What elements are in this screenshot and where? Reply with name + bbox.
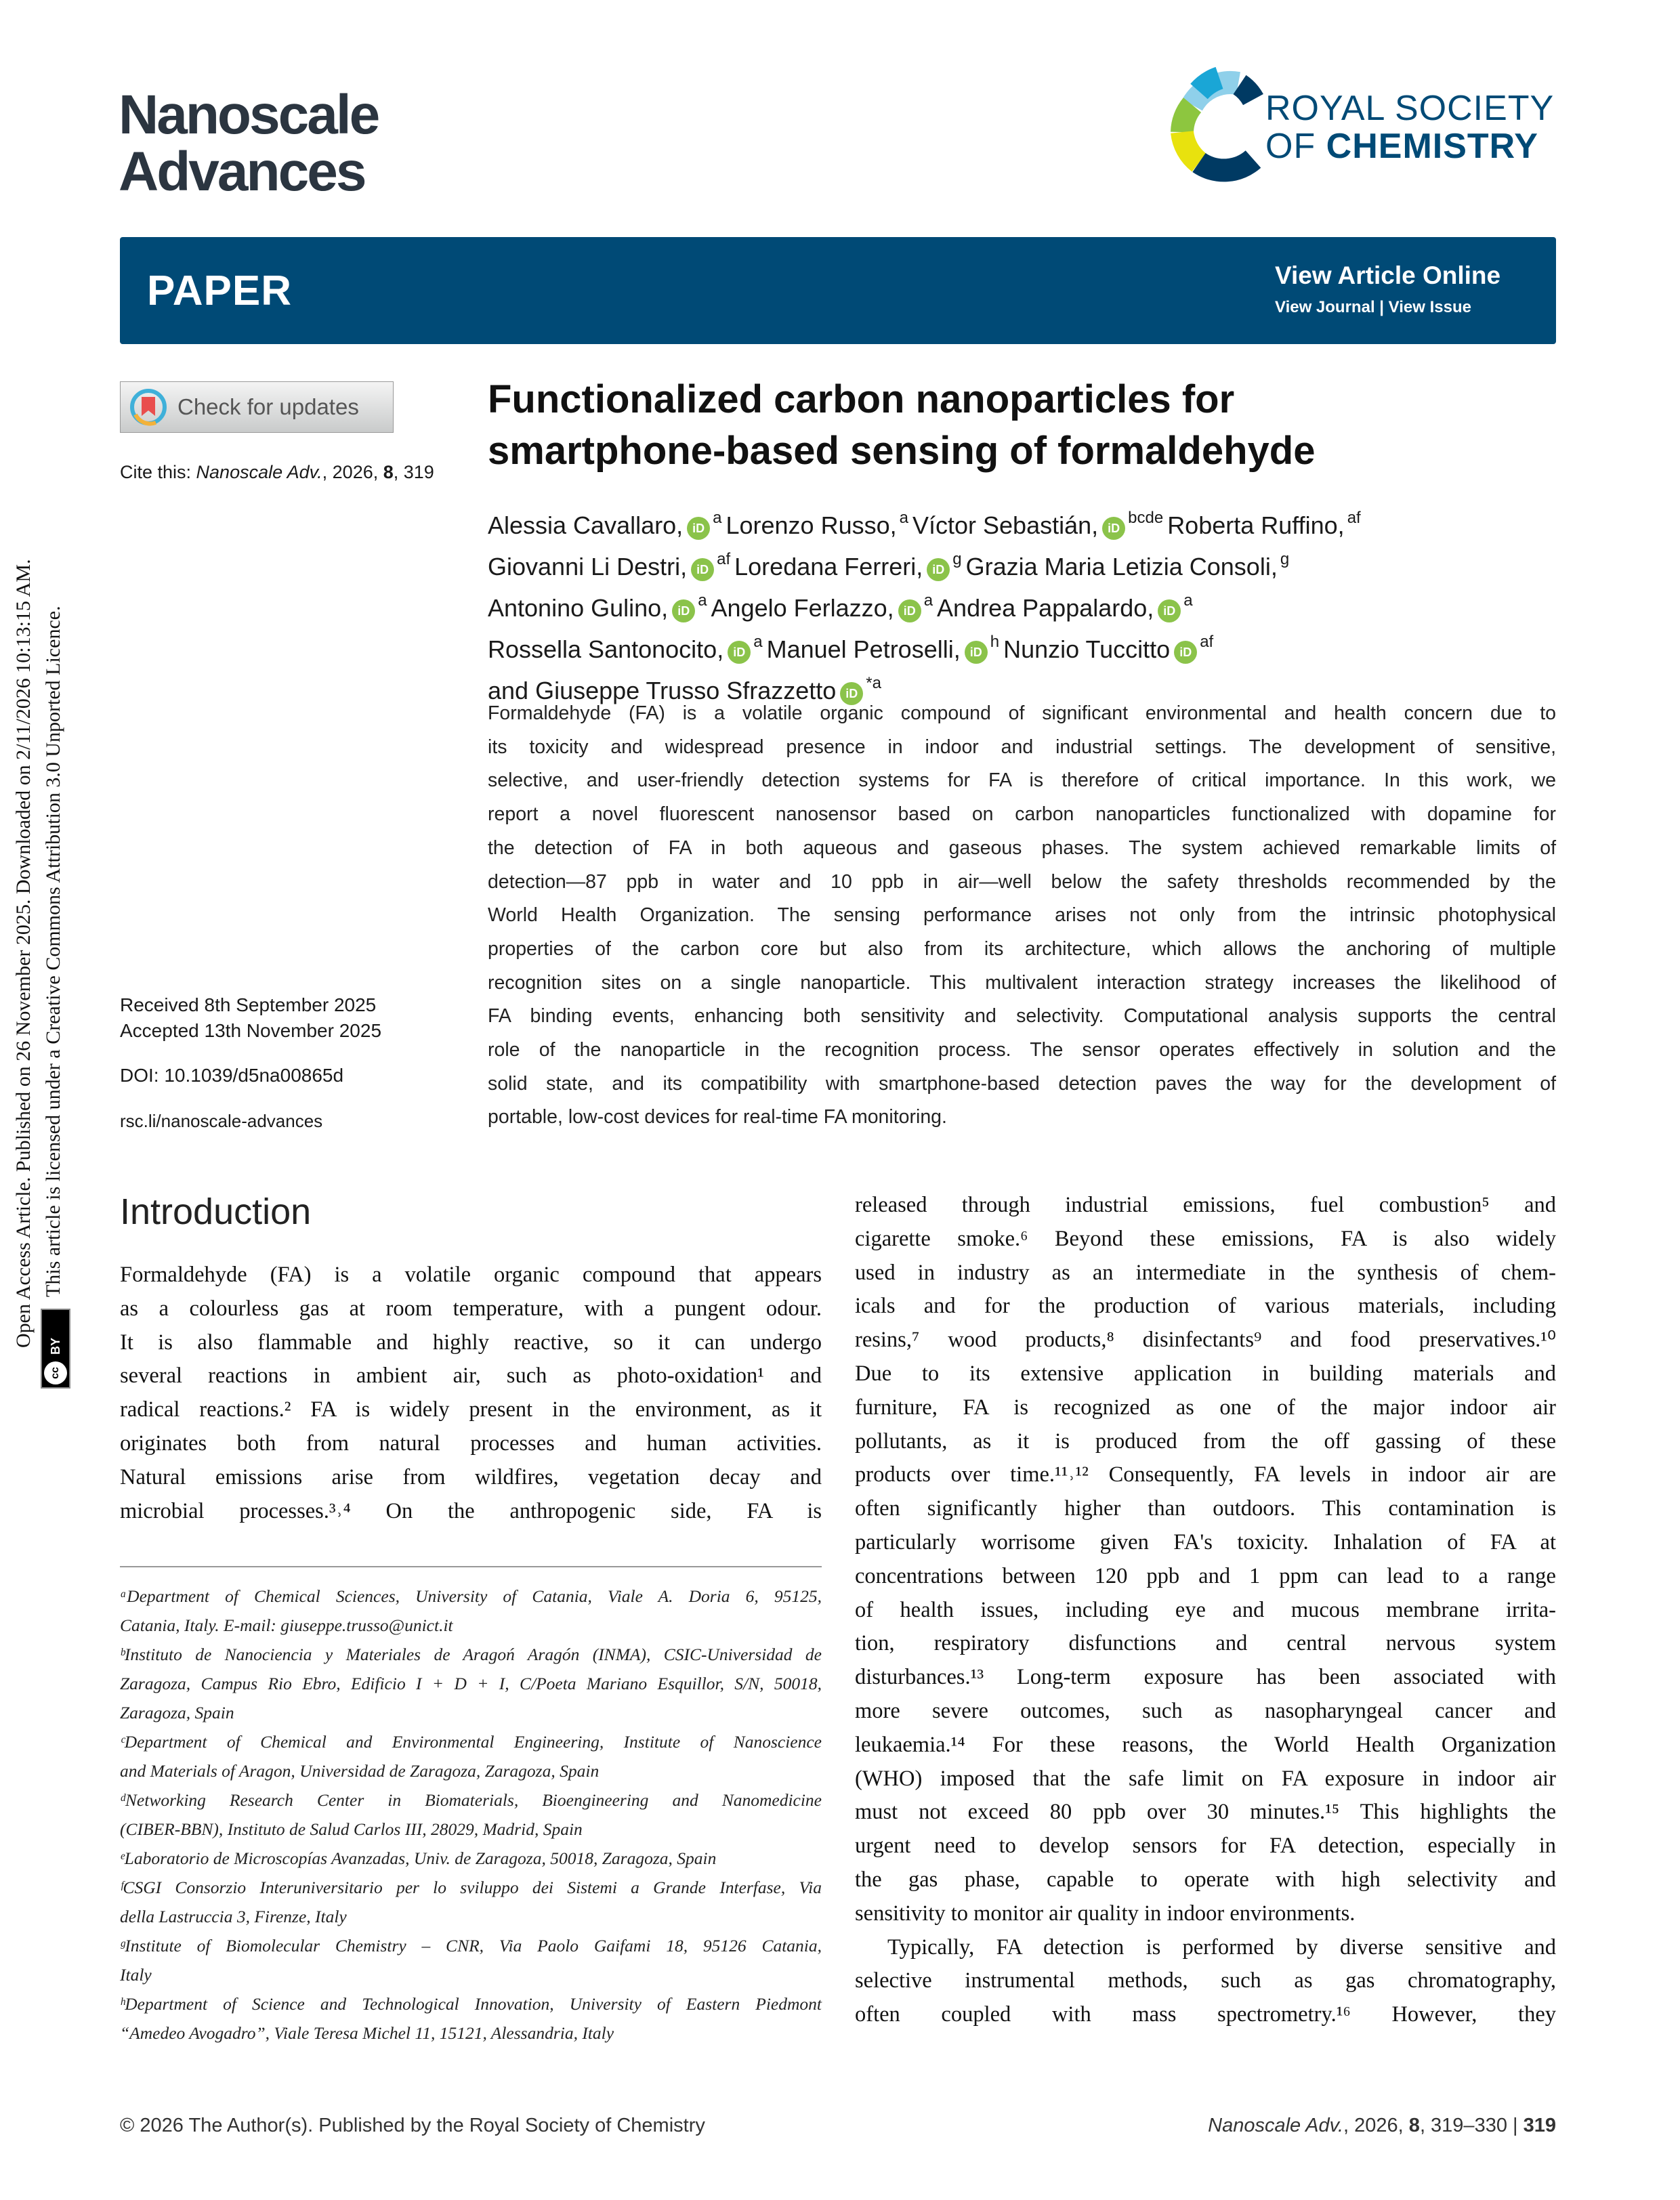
journal-title-line: Nanoscale: [119, 84, 379, 146]
text-line: as a colourless gas at room temperature, with a pungent odour.: [120, 1296, 822, 1321]
text-line: FA binding events, enhancing both sensitivity and selectivity. Computational analysis supports the central: [488, 1005, 1556, 1028]
cite-year: , 2026,: [322, 462, 383, 482]
text-line: released through industrial emissions, fuel combustion⁵ and: [855, 1193, 1556, 1217]
author-name: Lorenzo Russo,: [726, 511, 897, 539]
author-affiliation: af: [1347, 509, 1361, 527]
author-affiliation: a: [899, 509, 908, 527]
licence-notice[interactable]: This article is licensed under a Creative Commons Attribution 3.0 Unported Licence.: [42, 606, 64, 1297]
text-line: concentrations between 120 ppb and 1 ppm can lead to a range: [855, 1563, 1556, 1588]
article-type-banner: [120, 237, 1556, 344]
footnote-line: Zaragoza, Spain: [120, 1703, 234, 1722]
paragraph: [855, 1189, 1556, 1931]
author-affiliation: bcde: [1128, 509, 1164, 527]
orcid-icon[interactable]: iD: [1174, 641, 1197, 664]
page-footer: [1084, 2115, 1556, 2137]
text-line: report a novel fluorescent nanosensor based on carbon nanoparticles functionalized with dopamine for: [488, 803, 1556, 826]
cite-page: , 319: [393, 462, 434, 482]
affiliations: [120, 1582, 822, 2048]
publisher-chemistry: CHEMISTRY: [1326, 127, 1538, 166]
text-line: several reactions in ambient air, such as photo-oxidation¹ and: [120, 1363, 822, 1389]
orcid-icon[interactable]: iD: [1158, 599, 1181, 622]
author-name: Andrea Pappalardo,: [937, 594, 1154, 622]
text-line: used in industry as an intermediate in the synthesis of chem-: [855, 1260, 1556, 1285]
text-line: particularly worrisome given FA's toxicity. Inhalation of FA at: [855, 1529, 1556, 1554]
footnote-line: ᶜDepartment of Chemical and Environmental Engineering, Institute of Nanoscience: [120, 1732, 822, 1752]
text-line: often coupled with mass spectrometry.¹⁶ However, they: [855, 2002, 1556, 2027]
text-line: selective, and user-friendly detection systems for FA is therefore of critical importance. In this work, we: [488, 769, 1556, 792]
author-name: Antonino Gulino,: [488, 594, 669, 622]
text-line: its toxicity and widespread presence in indoor and industrial settings. The development of sensitive,: [488, 736, 1556, 758]
open-access-notice: [0, 406, 81, 1389]
text-line: must not exceed 80 ppb over 30 minutes.¹⁵ This highlights the: [855, 1800, 1556, 1825]
publication-notice: Open Access Article. Published on 26 November 2025. Downloaded on 2/11/2026 10:13:15 AM.: [12, 559, 35, 1348]
link-separator: |: [1379, 298, 1384, 316]
orcid-icon[interactable]: iD: [672, 599, 695, 622]
text-line: cigarette smoke.⁶ Beyond these emissions, FA is also widely: [855, 1226, 1556, 1251]
text-line: Formaldehyde (FA) is a volatile organic compound that appears: [120, 1263, 822, 1287]
author-name: Roberta Ruffino,: [1167, 511, 1345, 539]
footnote-line: and Materials of Aragon, Universidad de Zaragoza, Zaragoza, Spain: [120, 1761, 600, 1781]
affiliation-footnote: [120, 1989, 822, 2048]
footnote-line: ʰDepartment of Science and Technological Innovation, University of Eastern Piedmont: [120, 1994, 822, 2014]
text-line: selective instrumental methods, such as gas chromatography,: [855, 1968, 1556, 1993]
body-right-column: [855, 1189, 1556, 2032]
body-left-column: [120, 1258, 822, 1528]
author-affiliation: *a: [866, 674, 881, 692]
author-line: [488, 501, 1572, 543]
author-list: [488, 501, 1572, 708]
cc-icon: cc: [44, 1361, 67, 1384]
author-name: Nunzio Tuccitto: [1003, 635, 1171, 663]
journal-link[interactable]: rsc.li/nanoscale-advances: [120, 1111, 323, 1131]
check-for-updates-button[interactable]: [120, 381, 394, 433]
page-number: 319: [1523, 2115, 1556, 2136]
author-name: Angelo Ferlazzo,: [711, 594, 894, 622]
footnote-line: della Lastruccia 3, Firenze, Italy: [120, 1907, 347, 1926]
footnote-line: ᵃDepartment of Chemical Sciences, University of Catania, Viale A. Doria 6, 95125,: [120, 1586, 822, 1606]
author-line: [488, 625, 1572, 667]
copyright-footer: © 2026 The Author(s). Published by the Royal Society of Chemistry: [120, 2115, 705, 2136]
author-affiliation: a: [753, 633, 763, 651]
text-line: often significantly higher than outdoors. This contamination is: [855, 1496, 1556, 1521]
orcid-icon[interactable]: iD: [965, 641, 988, 664]
affiliation-footnote: [120, 1931, 822, 1989]
text-line: Natural emissions arise from wildfires, vegetation decay and: [120, 1464, 822, 1489]
footer-pages: , 319–330: [1419, 2115, 1507, 2136]
article-type: PAPER: [147, 268, 293, 314]
author-name: Alessia Cavallaro,: [488, 511, 684, 539]
footer-year: , 2026,: [1343, 2115, 1409, 2136]
text-line: urgent need to develop sensors for FA detection, especially in: [855, 1834, 1556, 1859]
orcid-icon[interactable]: iD: [840, 682, 863, 705]
publisher-line: [1265, 127, 1554, 165]
author-affiliation: af: [717, 550, 731, 568]
footnote-line: Italy: [120, 1965, 152, 1985]
text-line: furniture, FA is recognized as one of the major indoor air: [855, 1395, 1556, 1420]
footnote-line: ᵍInstitute of Biomolecular Chemistry – CNR, Via Paolo Gaifami 18, 95126 Catania,: [120, 1936, 822, 1955]
text-line: Typically, FA detection is performed by diverse sensitive and: [887, 1934, 1556, 1960]
affiliation-footnote: [120, 1582, 822, 1640]
author-affiliation: af: [1200, 633, 1214, 651]
rsc-wordmark: [1265, 89, 1554, 165]
publisher-of: OF: [1265, 127, 1326, 166]
title-line: smartphone-based sensing of formaldehyde: [488, 429, 1316, 473]
journal-title-line: Advances: [119, 141, 365, 203]
footnote-line: Catania, Italy. E-mail: giuseppe.trusso@unict.it: [120, 1615, 453, 1635]
author-affiliation: h: [990, 633, 1000, 651]
text-line: disturbances.¹³ Long-term exposure has been associated with: [855, 1665, 1556, 1690]
doi[interactable]: DOI: 10.1039/d5na00865d: [120, 1065, 344, 1086]
text-line: more severe outcomes, such as nasopharyngeal cancer and: [855, 1698, 1556, 1723]
text-line: World Health Organization. The sensing performance arises not only from the intrinsic photophysical: [488, 904, 1556, 927]
footnote-line: Zaragoza, Campus Rio Ebro, Edificio I + D + I, C/Poeta Mariano Esquillor, S/N, 50018,: [120, 1674, 822, 1693]
publisher-line: ROYAL SOCIETY: [1265, 89, 1555, 128]
text-line: (WHO) imposed that the safe limit on FA exposure in indoor air: [855, 1766, 1556, 1791]
author-name: and Giuseppe Trusso Sfrazzetto: [488, 677, 837, 704]
text-line: pollutants, as it is produced from the off gassing of these: [855, 1429, 1556, 1454]
footer-journal: Nanoscale Adv.: [1208, 2115, 1344, 2136]
footer-separator: |: [1507, 2115, 1524, 2136]
received-date: Received 8th September 2025: [120, 994, 377, 1015]
author-name: Grazia Maria Letizia Consoli,: [965, 553, 1278, 580]
footnote-line: ᵇInstituto de Nanociencia y Materiales de Aragoń Aragón (INMA), CSIC-Universidad de: [120, 1645, 822, 1664]
author-affiliation: a: [923, 591, 933, 610]
orcid-icon[interactable]: iD: [691, 558, 714, 581]
text-line: icals and for the production of various materials, including: [855, 1294, 1556, 1319]
accepted-date: Accepted 13th November 2025: [120, 1020, 382, 1041]
citation: [120, 462, 434, 483]
affiliation-footnote: [120, 1785, 822, 1844]
footnote-line: “Amedeo Avogadro”, Viale Teresa Michel 11, 15121, Alessandria, Italy: [120, 2023, 614, 2043]
text-line: the detection of FA in both aqueous and gaseous phases. The system achieved remarkable limits of: [488, 837, 1556, 859]
text-line: Due to its extensive application in building materials and: [855, 1361, 1556, 1386]
text-line: Formaldehyde (FA) is a volatile organic compound of significant environmental and health concern due to: [488, 702, 1556, 724]
footnote-divider: [120, 1566, 822, 1567]
text-line: products over time.¹¹˒¹² Consequently, FA levels in indoor air are: [855, 1462, 1556, 1487]
text-line: sensitivity to monitor air quality in indoor environments.: [855, 1901, 1356, 1926]
abstract: [488, 697, 1556, 1135]
crossmark-icon: [129, 387, 168, 427]
orcid-icon[interactable]: iD: [898, 599, 921, 622]
text-line: portable, low-cost devices for real-time FA monitoring.: [488, 1106, 947, 1128]
by-label: BY: [48, 1337, 62, 1355]
author-name: Manuel Petroselli,: [766, 635, 961, 663]
orcid-icon[interactable]: iD: [927, 558, 950, 581]
orcid-icon[interactable]: iD: [728, 641, 751, 664]
affiliation-footnote: [120, 1727, 822, 1785]
text-line: leukaemia.¹⁴ For these reasons, the World Health Organization: [855, 1732, 1556, 1757]
view-journal-link[interactable]: View Journal: [1275, 298, 1375, 316]
text-line: properties of the carbon core but also from its architecture, which allows the anchoring of multiple: [488, 937, 1556, 960]
cite-volume: 8: [383, 462, 394, 482]
author-affiliation: a: [713, 509, 722, 527]
orcid-icon[interactable]: iD: [1102, 517, 1125, 540]
author-line: [488, 543, 1572, 584]
article-title: [488, 374, 1558, 477]
text-line: role of the nanoparticle in the recognition process. The sensor operates effectively in solution and the: [488, 1039, 1556, 1061]
view-article-online-link[interactable]: View Article Online: [1275, 261, 1501, 289]
title-line: Functionalized carbon nanoparticles for: [488, 377, 1235, 421]
affiliation-footnote: [120, 1844, 822, 1873]
text-line: the gas phase, capable to operate with high selectivity and: [855, 1867, 1556, 1892]
affiliation-footnote: [120, 1640, 822, 1727]
author-name: Loredana Ferreri,: [734, 553, 923, 580]
view-issue-link[interactable]: View Issue: [1388, 298, 1471, 316]
author-name: Giovanni Li Destri,: [488, 553, 688, 580]
text-line: originates both from natural processes and human activities.: [120, 1431, 822, 1456]
view-links: [1275, 298, 1471, 317]
footnote-line: (CIBER-BBN), Instituto de Salud Carlos III, 28029, Madrid, Spain: [120, 1819, 583, 1839]
text-line: resins,⁷ wood products,⁸ disinfectants⁹ and food preservatives.¹⁰: [855, 1328, 1556, 1353]
footer-volume: 8: [1408, 2115, 1420, 2136]
author-affiliation: a: [1183, 591, 1193, 610]
text-line: microbial processes.³˒⁴ On the anthropogenic side, FA is: [120, 1498, 822, 1523]
author-affiliation: a: [698, 591, 707, 610]
text-line: radical reactions.² FA is widely present in the environment, as it: [120, 1397, 822, 1422]
text-line: It is also flammable and highly reactive, so it can undergo: [120, 1330, 822, 1355]
section-heading: Introduction: [120, 1191, 312, 1232]
author-affiliation: g: [1280, 550, 1290, 568]
cite-label: Cite this:: [120, 462, 196, 482]
author-line: [488, 584, 1572, 625]
author-name: Rossella Santonocito,: [488, 635, 724, 663]
footnote-line: ᵉLaboratorio de Microscopías Avanzadas, Univ. de Zaragoza, 50018, Zaragoza, Spain: [120, 1848, 717, 1868]
footnote-line: ᶠCSGI Consorzio Interuniversitario per lo sviluppo dei Sistemi a Grande Interfase, Via: [120, 1878, 822, 1897]
text-line: tion, respiratory disfunctions and central nervous system: [855, 1631, 1556, 1656]
orcid-icon[interactable]: iD: [687, 517, 710, 540]
paragraph: [855, 1931, 1556, 2032]
affiliation-footnote: [120, 1873, 822, 1931]
author-affiliation: g: [952, 550, 962, 568]
text-line: detection—87 ppb in water and 10 ppb in air—well below the safety thresholds recommended by the: [488, 870, 1556, 893]
cc-by-badge[interactable]: [41, 1309, 70, 1389]
article-dates: [120, 992, 381, 1044]
journal-title: [119, 84, 379, 203]
author-name: Víctor Sebastián,: [912, 511, 1099, 539]
text-line: solid state, and its compatibility with smartphone-based detection paves the way for the development of: [488, 1072, 1556, 1095]
check-for-updates-label: Check for updates: [177, 394, 359, 419]
cite-journal: Nanoscale Adv.: [196, 462, 322, 482]
text-line: of health issues, including eye and mucous membrane irrita-: [855, 1597, 1556, 1622]
text-line: recognition sites on a single nanoparticle. This multivalent interaction strategy increases the likelihood of: [488, 971, 1556, 994]
footnote-line: ᵈNetworking Research Center in Biomaterials, Bioengineering and Nanomedicine: [120, 1790, 822, 1810]
